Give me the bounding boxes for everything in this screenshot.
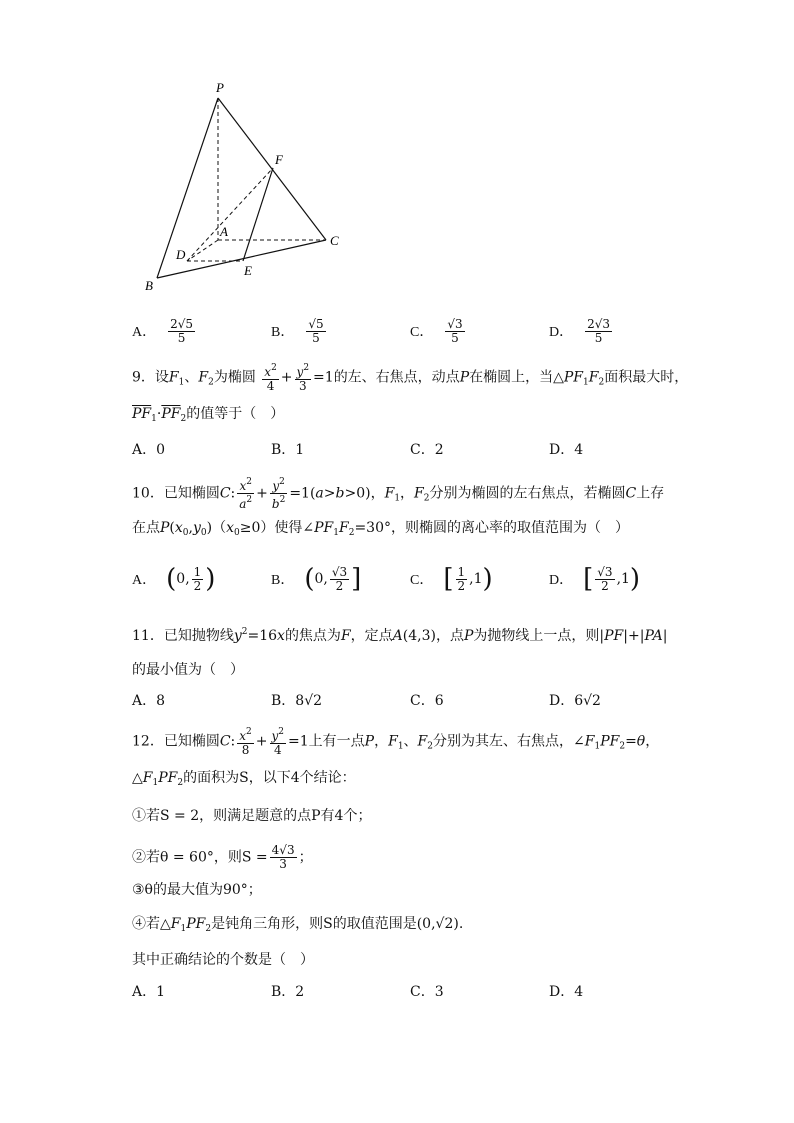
label-c: C xyxy=(330,233,339,248)
q10-options xyxy=(132,562,692,596)
label-f: F xyxy=(275,152,283,167)
q12-conclusion-1: ①若S = 2，则满足题意的点P有4个； xyxy=(132,808,372,824)
label-b: B xyxy=(145,278,153,293)
q12-option-a[interactable]: A．1 xyxy=(132,984,166,1000)
q11-options xyxy=(132,683,692,717)
pyramid-figure xyxy=(130,78,360,298)
q12-options xyxy=(132,974,692,1008)
label-d: D xyxy=(176,247,186,262)
q11-option-a[interactable]: A．8 xyxy=(132,693,166,709)
q11-stem: 11．已知抛物线$y^2=16x$的焦点为F，定点A(4,3)，点P为抛物线上一点，则|PF|+|PA| xyxy=(132,627,668,644)
q9-option-a[interactable]: A．0 xyxy=(132,442,166,458)
q12-stem: 12．已知椭圆C: $\frac{x^2}{8}$ + $\frac{y^2}{4}$ =1上有一点P，$F_1$、$F_2$分别为其左、右焦点，$\angle F_1PF_2=\theta$， xyxy=(132,727,660,757)
q12-conclusion-2: ②若θ = 60°，则S = $\frac{4√3}{3}$ ； xyxy=(132,843,313,871)
q12-option-b[interactable]: B．2 xyxy=(271,984,305,1000)
q8-option-b[interactable]: B． $\frac{√5}{5}$ xyxy=(271,316,324,345)
label-e: E xyxy=(244,263,252,278)
q10-option-d[interactable]: D． [ $\frac{√3}{2}$ ,1 ) xyxy=(549,564,641,594)
q8-option-c[interactable]: C． $\frac{√3}{5}$ xyxy=(410,316,463,345)
q12-question: 其中正确结论的个数是（ ） xyxy=(132,952,314,968)
q10-option-a[interactable]: A． ( 0, $\frac{1}{2}$ ) xyxy=(132,564,216,594)
q12-option-c[interactable]: C．3 xyxy=(410,984,444,1000)
q9-options xyxy=(132,432,692,466)
q11-stem-line2: 的最小值为（ ） xyxy=(132,662,244,678)
q12-conclusion-3: ③θ的最大值为90°； xyxy=(132,882,262,898)
q11-option-c[interactable]: C．6 xyxy=(410,693,444,709)
q10-stem-line2: 在点$P(x_0,y_0)(x_0\ge 0)$使得$\angle PF_1F_2=30^\circ$，则椭圆的离心率的取值范围为（ ） xyxy=(132,520,629,538)
q8-options xyxy=(132,314,692,348)
label-a: A xyxy=(220,224,228,239)
q10-option-c[interactable]: C． [ $\frac{1}{2}$ ,1 ) xyxy=(410,564,493,594)
q12-stem-line2: $\triangle F_1PF_2$的面积为S，以下4个结论： xyxy=(132,770,356,788)
q10-option-b[interactable]: B． ( 0, $\frac{√3}{2}$ ] xyxy=(271,564,362,594)
label-p: P xyxy=(216,80,224,95)
q9-option-b[interactable]: B．1 xyxy=(271,442,305,458)
q8-option-d[interactable]: D． $\frac{2√3}{5}$ xyxy=(549,316,611,345)
q9-option-d[interactable]: D．4 xyxy=(549,442,584,458)
q12-conclusion-4: ④若$\triangle F_1PF_2$是钝角三角形，则S的取值范围是(0,√2). xyxy=(132,916,464,934)
q9-stem: 9．设$F_1$、$F_2$为椭圆 $\frac{x^2}{4}$ + $\frac{y^2}{3}$ =1的左、右焦点，动点P在椭圆上，当$\triangle PF_1F_2$面积最大时， xyxy=(132,363,689,393)
q11-option-b[interactable]: B．8√2 xyxy=(271,693,323,709)
q9-stem-line2: $\overline{PF}_1\cdot\overline{PF}_2$的值等于（ ） xyxy=(132,406,285,424)
q12-option-d[interactable]: D．4 xyxy=(549,984,584,1000)
q11-option-d[interactable]: D．6√2 xyxy=(549,693,601,709)
q9-option-c[interactable]: C．2 xyxy=(410,442,444,458)
q8-option-a[interactable]: A． $\frac{2√5}{5}$ xyxy=(132,316,194,345)
q10-stem: 10．已知椭圆C: $\frac{x^2}{a^2}$ + $\frac{y^2}{b^2}$ =1(a>b>0)，$F_1$，$F_2$分别为椭圆的左右焦点，若椭圆C上存 xyxy=(132,477,665,511)
